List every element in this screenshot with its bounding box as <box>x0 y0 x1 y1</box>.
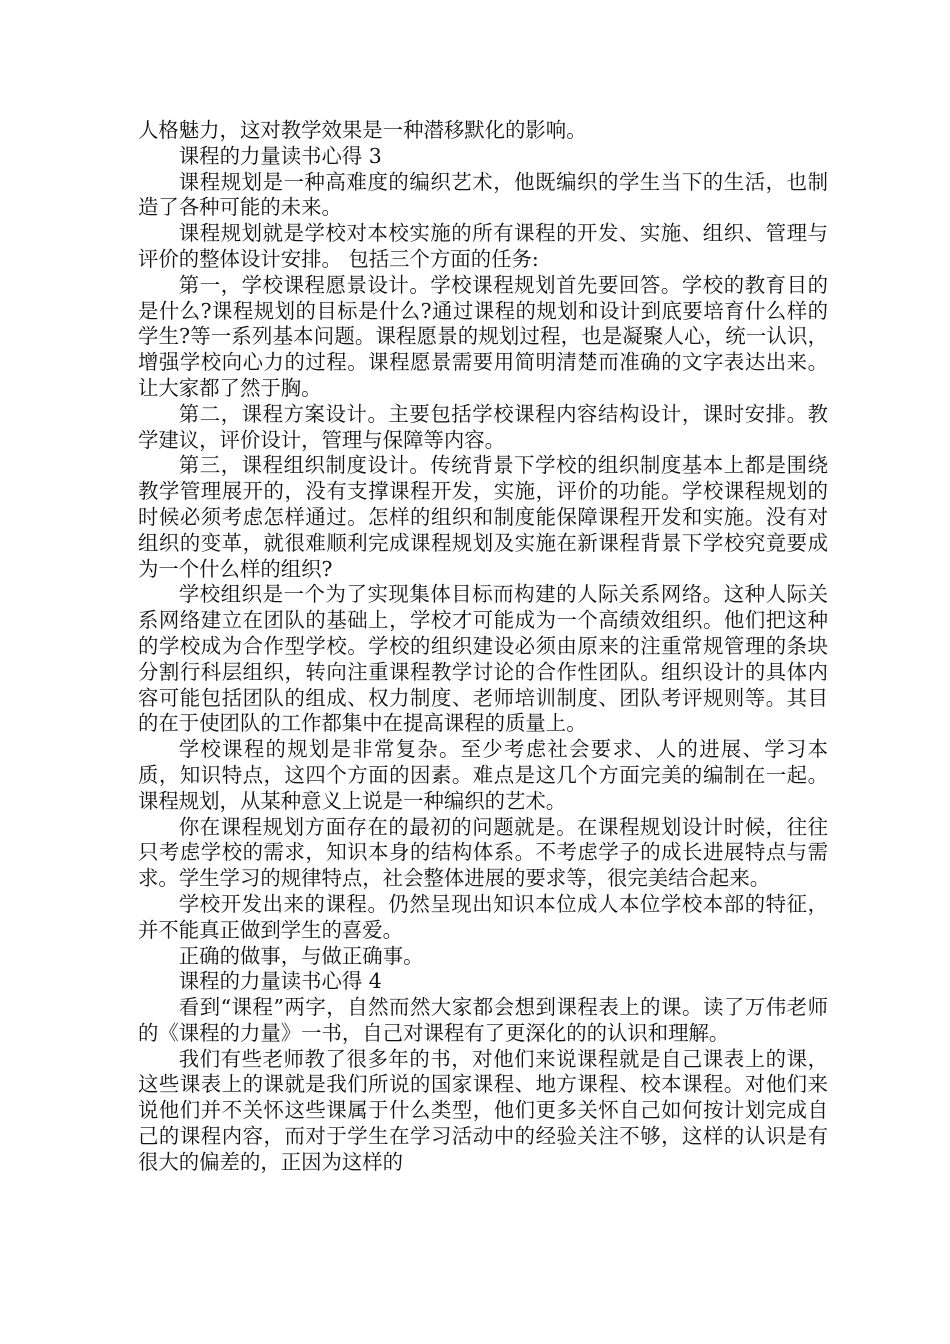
paragraph: 第二，课程方案设计。主要包括学校课程内容结构设计，课时安排。教学建议，评价设计，管理与保障等内容。 <box>138 401 828 452</box>
paragraph-continuation: 人格魅力，这对教学效果是一种潜移默化的影响。 <box>138 118 587 142</box>
section-heading: 课程的力量读书心得 4 <box>178 969 382 994</box>
paragraph: 第一，学校课程愿景设计。学校课程规划首先要回答。学校的教育目的是什么?课程规划的目标是什么?通过课程的规划和设计到底要培育什么样的学生?等一系列基本问题。课程愿景的规划过程，也是凝聚人心，统一认识，增强学校向心力的过程。课程愿景需要用简明清楚而准确的文字表达出来。让大家都了然于胸。 <box>138 272 828 400</box>
section-heading: 课程的力量读书心得 3 <box>178 143 382 168</box>
paragraph: 学校组织是一个为了实现集体目标而构建的人际关系网络。这种人际关系网络建立在团队的基础上，学校才可能成为一个高绩效组织。他们把这种的学校成为合作型学校。学校的组织建设必须由原来的注重常规管理的条块分割行科层组织，转向注重课程教学讨论的合作性团队。组织设计的具体内容可能包括团队的组成、权力制度、老师培训制度、团队考评规则等。其目的在于使团队的工作都集中在提高课程的质量上。 <box>138 582 828 736</box>
paragraph: 正确的做事，与做正确事。 <box>178 943 424 968</box>
paragraph: 第三，课程组织制度设计。传统背景下学校的组织制度基本上都是围绕教学管理展开的，没有支撑课程开发，实施，评价的功能。学校课程规划的时候必须考虑怎样通过。怎样的组织和制度能保障课程开发和实施。没有对组织的变革，就很难顺利完成课程规划及实施在新课程背景下学校究竟要成为一个什么样的组织? <box>138 453 828 581</box>
document-page <box>138 118 828 1176</box>
paragraph: 学校课程的规划是非常复杂。至少考虑社会要求、人的进展、学习本质，知识特点，这四个方面的因素。难点是这几个方面完美的编制在一起。课程规划，从某种意义上说是一种编织的艺术。 <box>138 737 828 813</box>
paragraph: 我们有些老师教了很多年的书，对他们来说课程就是自己课表上的课，这些课表上的课就是我们所说的国家课程、地方课程、校本课程。对他们来说他们并不关怀这些课属于什么类型，他们更多关怀自己如何按计划完成自己的课程内容，而对于学生在学习活动中的经验关注不够，这样的认识是有很大的偏差的，正因为这样的 <box>138 1046 828 1174</box>
paragraph: 你在课程规划方面存在的最初的问题就是。在课程规划设计时候，往往只考虑学校的需求，知识本身的结构体系。不考虑学子的成长进展特点与需求。学生学习的规律特点，社会整体进展的要求等，很完美结合起来。 <box>138 814 828 891</box>
paragraph: 课程规划就是学校对本校实施的所有课程的开发、实施、组织、管理与评价的整体设计安排。 包括三个方面的任务: <box>138 221 828 271</box>
paragraph: 课程规划是一种高难度的编织艺术，他既编织的学生当下的生活，也制造了各种可能的未来。 <box>138 169 828 220</box>
paragraph: 学校开发出来的课程。仍然呈现出知识本位成人本位学校本部的特征，并不能真正做到学生的喜爱。 <box>138 891 828 942</box>
paragraph: 看到“课程”两字，自然而然大家都会想到课程表上的课。读了万伟老师的《课程的力量》一书，自己对课程有了更深化的的认识和理解。 <box>138 995 828 1045</box>
